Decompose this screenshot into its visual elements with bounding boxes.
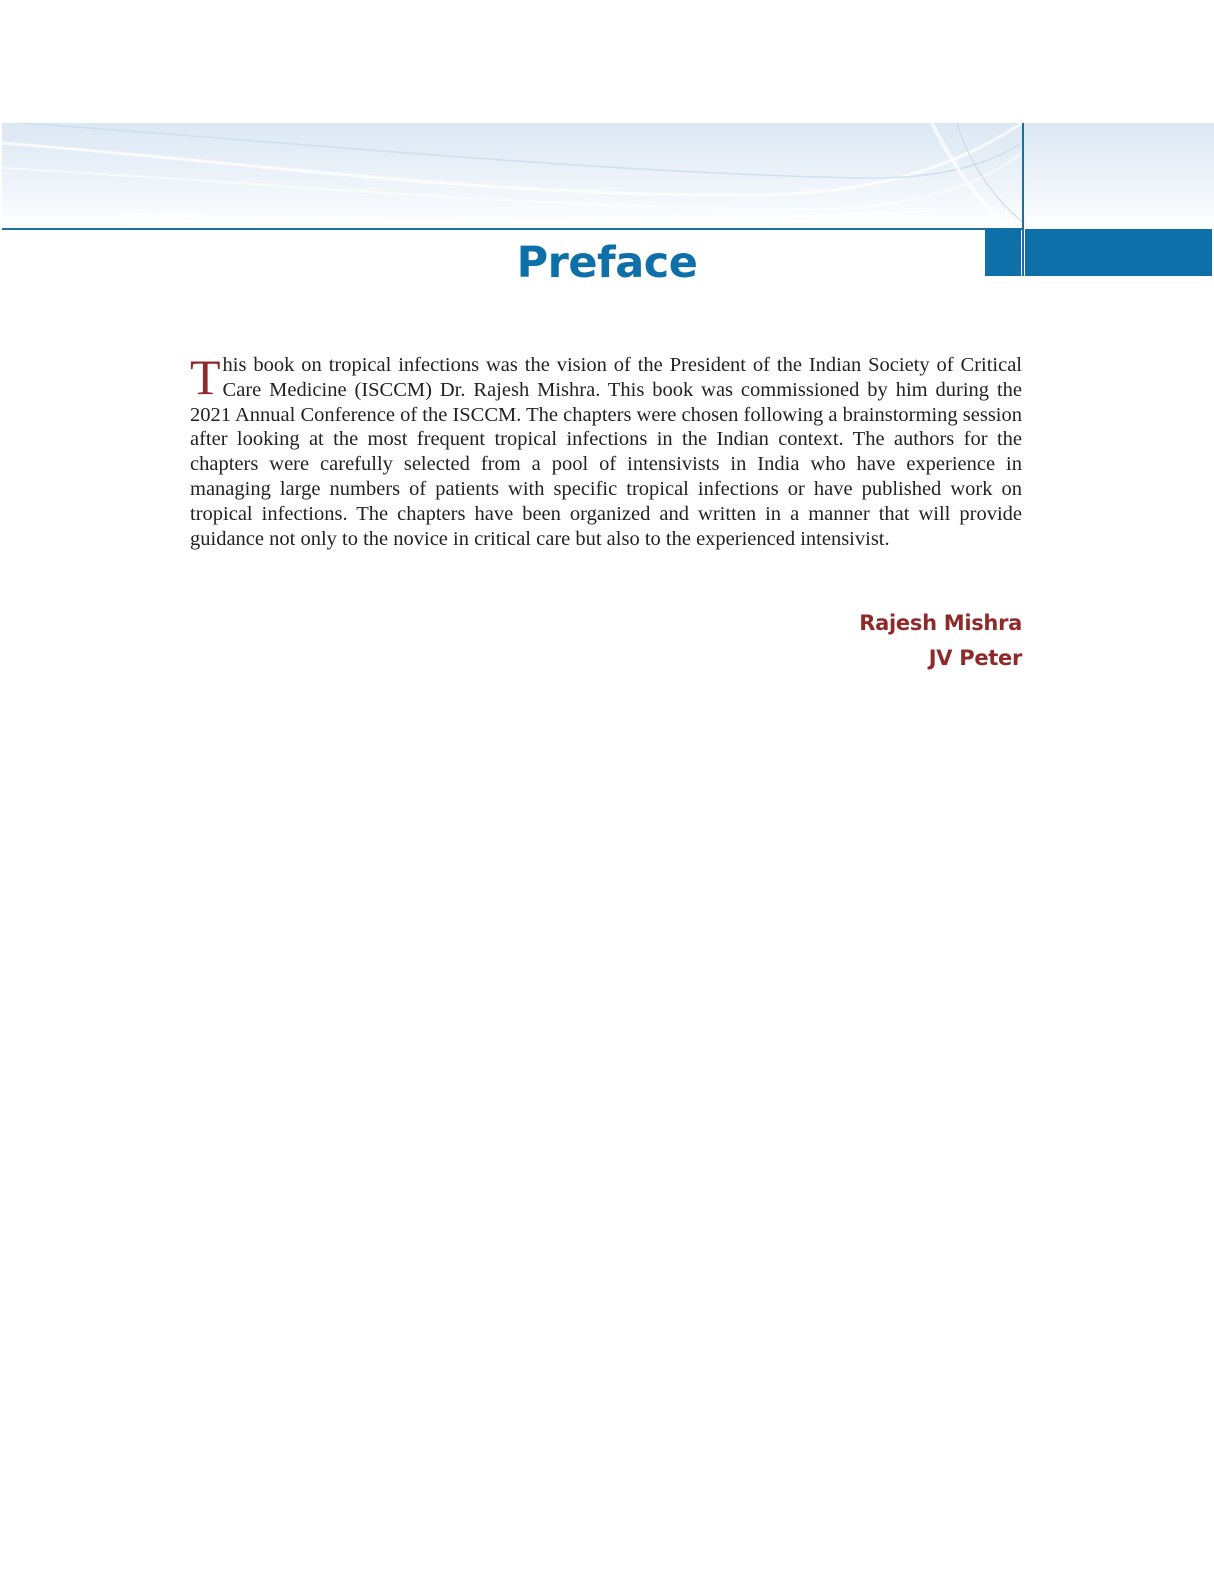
author-signature-2: JV Peter [928,646,1022,670]
drop-cap: T [190,349,221,405]
preface-body-text: his book on tropical infections was the vision of the President of the Indian Society of Critical Care Medicine (ISCCM) Dr. Rajesh Mishra. This book was commissioned by him during the 2021 Annual Conference of the ISCCM. The chapters were chosen following a brainstorming session after looking at the most frequent tropical infections in the Indian context. The authors for the chapters were carefully selected from a pool of intensivists in India who have experience in managing large numbers of patients with specific tropical infections or have published work on tropical infections. The chapters have been organized and written in a manner that will provide guidance not only to the novice in critical care but also to the experienced intensivist. [190,354,1022,550]
page-title: Preface [516,238,698,288]
header-banner [2,123,1214,229]
preface-body [190,349,1022,551]
header-rule-line [2,228,1024,230]
author-signature-1: Rajesh Mishra [859,611,1022,635]
header-wave-decoration [2,123,1214,229]
